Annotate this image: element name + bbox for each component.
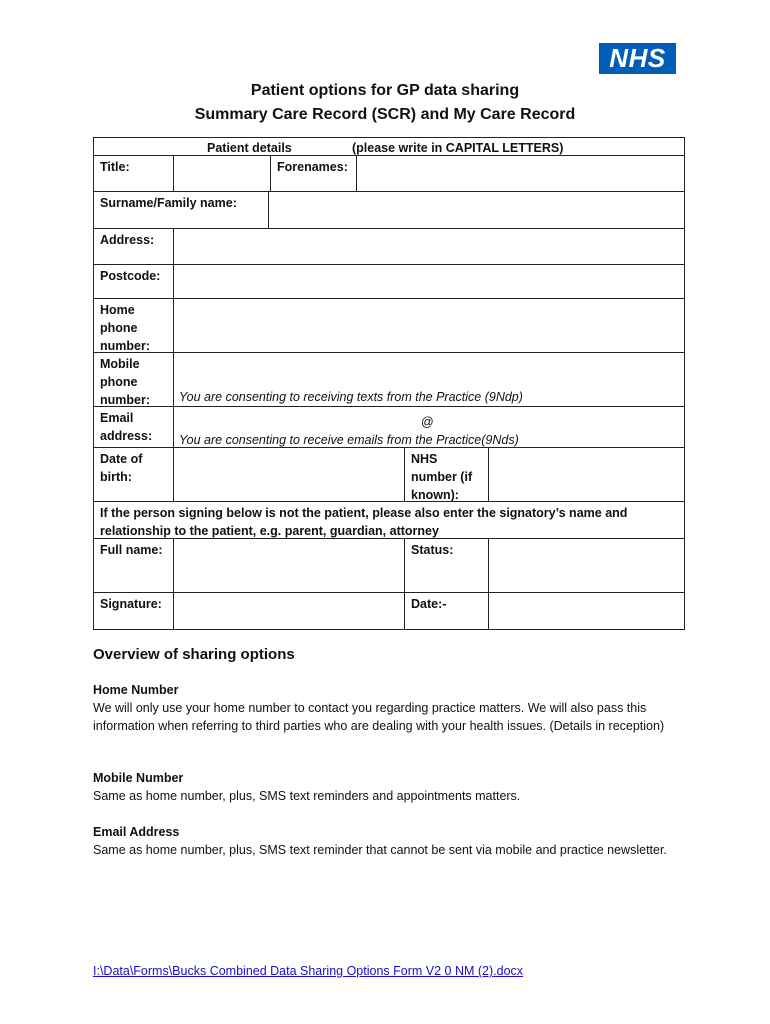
surname-label: Surname/Family name: [93,191,269,229]
footer-file-link[interactable]: I:\Data\Forms\Bucks Combined Data Sharing Options Form V2 0 NM (2).docx [93,964,524,978]
home-number-text: We will only use your home number to contact you regarding practice matters. We will also pass this information when referring to third parties who are dealing with your health issues. (Details in reception) [93,701,665,733]
patient-details-label: Patient details [207,141,292,155]
dob-label: Date of birth: [93,447,174,502]
postcode-field[interactable] [173,264,685,299]
mobile-number-section [93,769,693,805]
patient-details-form [93,137,685,630]
nhs-number-field[interactable] [488,447,685,502]
mobile-number-heading: Mobile Number [93,771,184,785]
title-field[interactable] [173,155,271,192]
full-name-field[interactable] [173,538,405,593]
patient-details-header [93,137,685,156]
date-field[interactable] [488,592,685,630]
nhs-logo: NHS [599,43,676,74]
email-address-text: Same as home number, plus, SMS text reminder that cannot be sent via mobile and practice newsletter. [93,843,667,857]
page-subtitle: Summary Care Record (SCR) and My Care Record [194,106,576,123]
address-label: Address: [93,228,174,265]
status-label: Status: [404,538,489,593]
mobile-consent-text: You are consenting to receiving texts from the Practice (9Ndp) [179,390,523,404]
mobile-phone-field[interactable] [173,352,685,407]
mobile-phone-label: Mobile phone number: [93,352,174,407]
email-label: Email address: [93,406,174,448]
email-at-symbol: @ [421,415,434,429]
home-phone-field[interactable] [173,298,685,353]
signatory-note: If the person signing below is not the patient, please also enter the signatory’s name and relationship to the patient, e.g. parent, guardian, attorney [93,501,685,539]
date-label: Date:- [404,592,489,630]
home-number-heading: Home Number [93,683,179,697]
overview-heading: Overview of sharing options [93,646,295,663]
page-title: Patient options for GP data sharing [250,82,520,99]
full-name-label: Full name: [93,538,174,593]
dob-field[interactable] [173,447,405,502]
email-field[interactable] [173,406,685,448]
postcode-label: Postcode: [93,264,174,299]
forenames-field[interactable] [356,155,685,192]
home-phone-label: Home phone number: [93,298,174,353]
forenames-label: Forenames: [270,155,357,192]
title-label: Title: [93,155,174,192]
signature-field[interactable] [173,592,405,630]
capital-letters-note: (please write in CAPITAL LETTERS) [352,141,564,155]
nhs-number-label: NHS number (if known): [404,447,489,502]
mobile-number-text: Same as home number, plus, SMS text reminders and appointments matters. [93,789,521,803]
signature-label: Signature: [93,592,174,630]
address-field[interactable] [173,228,685,265]
surname-field[interactable] [268,191,685,229]
email-address-section [93,823,693,859]
status-field[interactable] [488,538,685,593]
email-consent-text: You are consenting to receive emails from the Practice(9Nds) [179,433,519,447]
email-address-heading: Email Address [93,825,180,839]
home-number-section [93,681,693,735]
